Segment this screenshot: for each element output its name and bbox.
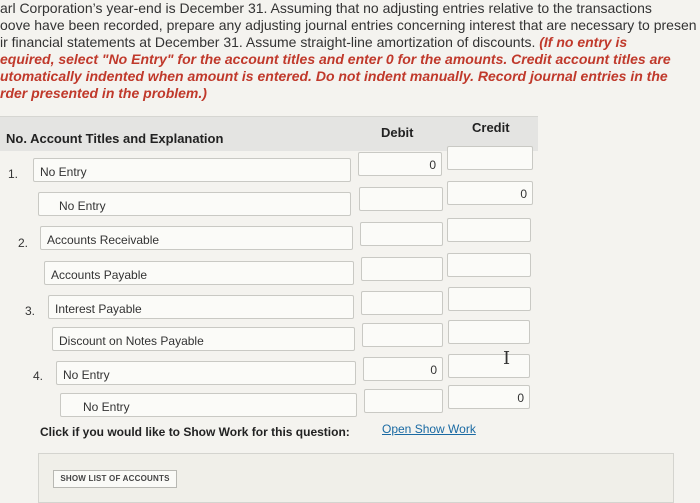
credit-amount-field[interactable] [447,218,531,242]
account-title-field[interactable]: No Entry [33,158,351,182]
debit-amount-field[interactable] [361,257,443,281]
credit-amount-field[interactable] [448,354,530,378]
debit-amount-field[interactable] [359,187,443,211]
debit-amount-field[interactable]: 0 [358,152,442,176]
credit-amount-field[interactable]: 0 [447,181,533,205]
show-work-prompt: Click if you would like to Show Work for this question: [40,425,350,439]
account-title-field[interactable]: No Entry [38,192,351,216]
instruction-line: utomatically indented when amount is entered. Do not indent manually. Record journal entries in the [0,68,668,84]
instruction-line: equired, select "No Entry" for the account titles and enter 0 for the amounts. Credit account titles are [0,51,671,67]
account-title-field[interactable]: Accounts Payable [44,261,354,285]
account-title-field[interactable]: No Entry [60,393,357,417]
entry-number: 3. [25,304,36,318]
open-show-work-link[interactable]: Open Show Work [382,422,476,436]
account-title-field[interactable]: Discount on Notes Payable [52,327,355,351]
text-cursor-icon: I [503,348,511,369]
instruction-emphasis: (If no entry is [539,34,628,50]
show-list-of-accounts-button[interactable]: SHOW LIST OF ACCOUNTS [53,470,177,488]
account-column-header: No. Account Titles and Explanation [6,131,224,146]
instruction-line: arl Corporation’s year-end is December 31. Assuming that no adjusting entries relative to the transactions [0,0,652,16]
instruction-line: rder presented in the problem.) [0,85,207,101]
debit-amount-field[interactable] [364,389,443,413]
credit-amount-field[interactable] [448,287,531,311]
problem-instructions [0,0,700,102]
account-title-field[interactable]: Interest Payable [48,295,354,319]
debit-amount-field[interactable]: 0 [363,357,443,381]
credit-amount-field[interactable]: 0 [448,385,530,409]
instruction-line: oove have been recorded, prepare any adjusting journal entries concerning interest that are necessary to presen [0,17,697,33]
debit-amount-field[interactable] [360,222,443,246]
entry-number: 1. [8,167,19,181]
instruction-text: ir financial statements at December 31. Assume straight-line amortization of discounts. [0,34,540,50]
debit-amount-field[interactable] [361,291,443,315]
entry-number: 4. [33,369,44,383]
credit-column-header: Credit [472,120,510,135]
credit-amount-field[interactable] [448,320,530,344]
instruction-line [0,34,700,51]
credit-amount-field[interactable] [447,146,533,170]
debit-column-header: Debit [381,125,414,140]
entry-number: 2. [18,236,29,250]
debit-amount-field[interactable] [362,323,443,347]
account-title-field[interactable]: No Entry [56,361,356,385]
credit-amount-field[interactable] [447,253,531,277]
account-title-field[interactable]: Accounts Receivable [40,226,353,250]
